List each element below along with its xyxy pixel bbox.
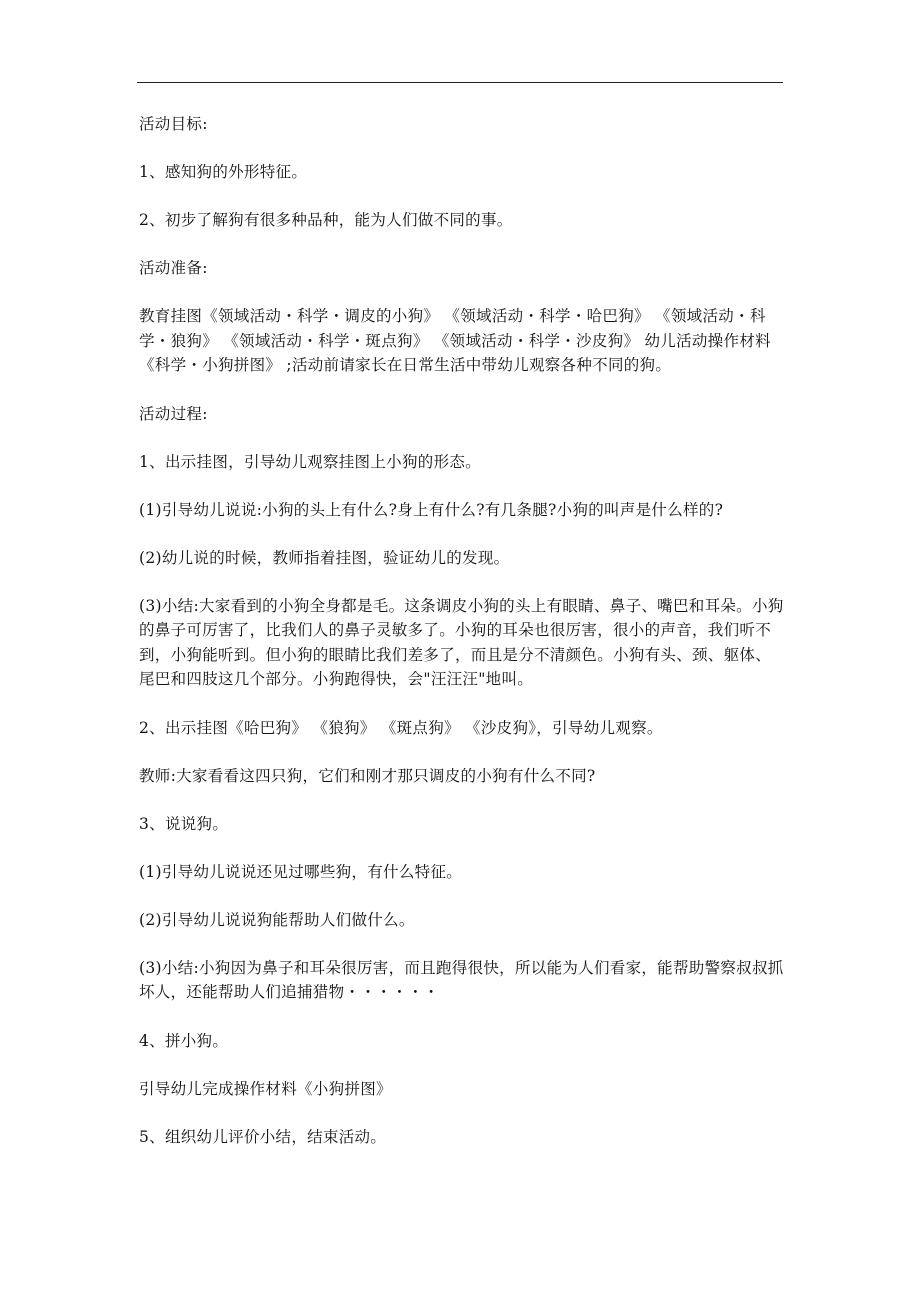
process-step-1-summary: (3)小结:大家看到的小狗全身都是毛。这条调皮小狗的头上有眼睛、鼻子、嘴巴和耳朵。小狗的鼻子可厉害了，比我们人的鼻子灵敏多了。小狗的耳朵也很厉害，很小的声音，我们听不到，小狗能听到。但小狗的眼睛比我们差多了，而且是分不清颜色。小狗有头、颈、躯体、尾巴和四肢这几个部分。小狗跑得快，会"汪汪汪"地叫。: [139, 596, 784, 688]
process-step-1: 1、出示挂图，引导幼儿观察挂图上小狗的形态。: [139, 452, 481, 471]
section-heading-objectives: 活动目标:: [139, 115, 208, 133]
process-step-2-teacher: 教师:大家看看这四只狗，它们和刚才那只调皮的小狗有什么不同?: [139, 766, 596, 785]
preparation-paragraph: 教育挂图《领域活动・科学・调皮的小狗》 《领域活动・科学・哈巴狗》 《领域活动・科学・狼狗》 《领域活动・科学・斑点狗》 《领域活动・科学・沙皮狗》 幼儿活动操作材料《科学・小狗拼图》 ;活动前请家长在日常生活中带幼儿观察各种不同的狗。: [139, 307, 771, 374]
document-body: [139, 112, 785, 1173]
section-heading-preparation: 活动准备:: [139, 259, 208, 277]
header-rule: [137, 82, 783, 83]
objective-item-1: 1、感知狗的外形特征。: [139, 163, 308, 181]
process-step-3-sub-2: (2)引导幼儿说说狗能帮助人们做什么。: [139, 910, 415, 929]
section-heading-process: 活动过程:: [139, 404, 208, 423]
process-step-3-sub-1: (1)引导幼儿说说还见过哪些狗，有什么特征。: [139, 862, 463, 881]
process-step-1-sub-1: (1)引导幼儿说说:小狗的头上有什么?身上有什么?有几条腿?小狗的叫声是什么样的?: [139, 500, 724, 519]
process-step-3-summary: (3)小结:小狗因为鼻子和耳朵很厉害，而且跑得很快，所以能为人们看家，能帮助警察叔叔抓坏人，还能帮助人们追捕猎物・・・・・・: [139, 958, 784, 1001]
process-step-3: 3、说说狗。: [139, 814, 229, 833]
process-step-5: 5、组织幼儿评价小结，结束活动。: [139, 1127, 387, 1146]
objective-item-2: 2、初步了解狗有很多种品种，能为人们做不同的事。: [139, 211, 513, 229]
process-step-4-guide: 引导幼儿完成操作材料《小狗拼图》: [139, 1079, 392, 1098]
process-step-2: 2、出示挂图《哈巴狗》 《狼狗》 《斑点狗》 《沙皮狗》，引导幼儿观察。: [139, 718, 663, 737]
process-step-4: 4、拼小狗。: [139, 1031, 229, 1050]
process-step-1-sub-2: (2)幼儿说的时候，教师指着挂图，验证幼儿的发现。: [139, 548, 510, 567]
